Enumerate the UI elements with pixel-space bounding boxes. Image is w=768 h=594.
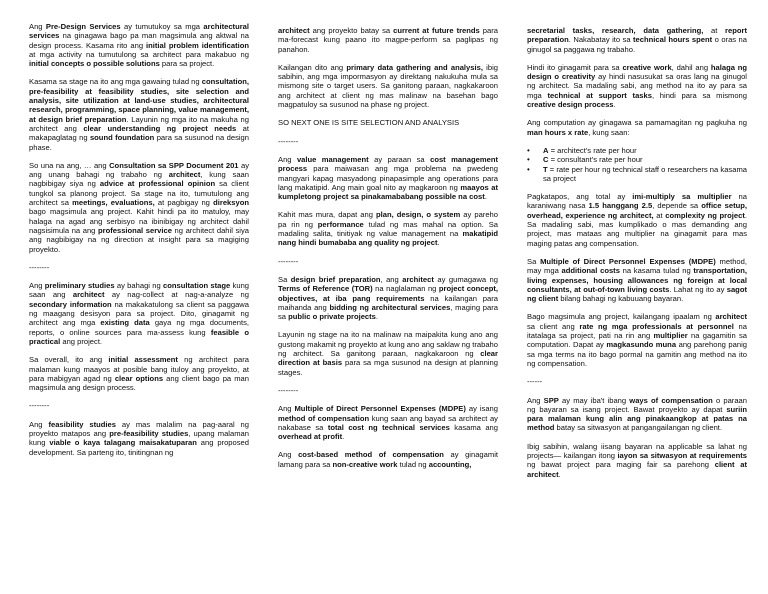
text-run: para sa project. (159, 59, 215, 69)
text-run: = architect's rate per hour (548, 145, 637, 155)
bold-text-run: preliminary studies (44, 281, 115, 291)
bold-text-run: architect (715, 312, 747, 322)
text-column-1 (29, 22, 249, 466)
text-run: . Layunin ng mga ito na makuha ng architect ang (29, 114, 249, 133)
text-run: So una na ang, … ang (29, 160, 110, 170)
text-run: Hindi ito ginagamit para sa (527, 62, 623, 72)
bold-text-run: pre-feasibility studies (109, 428, 189, 438)
bold-text-run: professional service (98, 225, 172, 235)
bullet-icon: • (527, 155, 530, 165)
bold-text-run: imi-multiply sa multiplier (632, 192, 732, 202)
bold-text-run: primary data gathering and analysis, (346, 62, 483, 72)
text-run: ay tumutukoy sa mga (120, 22, 204, 31)
text-run: ay bahagi ng (114, 281, 163, 291)
text-run: . Sa madaling sabi, mas kumplikado o mas demanding ang project, mas mataas ang multiplier na ginagamit para mas maging patas ang compensation. (527, 210, 747, 248)
bold-text-run: man hours x rate (527, 127, 589, 137)
text-run: Layunin ng stage na ito na malinaw na maipakita kung ano ang gustong makamit ng proyekto at kung ano ang saklaw ng trabaho ng architect. Sa ganitong paraan, nagkakaroon ng (278, 330, 498, 359)
text-run: at makapaglatag ng (29, 123, 250, 143)
text-run: Kailangan dito ang (278, 62, 347, 72)
bold-text-run: feasible o practical (29, 327, 249, 346)
bold-text-run: T (543, 164, 548, 174)
text-run: ang parehong panig sa mga terms na ito bago pormal na gamitin ang method na ito ng compensation. (527, 340, 748, 368)
bold-text-run: Consultation sa SPP Document 201 (109, 160, 239, 170)
text-run: ay mas malalim na pag-aaral ng proyekto matapos ang (29, 419, 249, 438)
text-run: ang client bago pa man magsimula ang design process. (29, 373, 250, 393)
bold-text-run: Multiple of Direct Personnel Expenses (MDPE) (294, 404, 466, 414)
bold-text-run: non-creative work (332, 459, 398, 469)
bold-text-run: SPP (543, 395, 559, 405)
bold-text-run: suriin para malaman kung alin ang pinakaangkop at patas na method (527, 404, 747, 433)
text-run: na kailangan para maihanda ang (278, 293, 498, 312)
text-run: ay ginagamit lamang para sa (278, 450, 498, 469)
bold-text-run: direksyon (213, 198, 249, 208)
text-run: ay gumagawa ng (433, 274, 498, 284)
paragraph (278, 63, 498, 109)
text-run: ay nag-collect at nag-a-analyze ng (104, 290, 249, 300)
bold-text-run: iayon sa sitwasyon at requirements (617, 450, 747, 460)
paragraph (278, 275, 498, 321)
text-run: na itatalaga sa project, pati na rin ang (527, 321, 748, 341)
text-run: Ang computation ay ginagawa sa pamamagitan ng pagkuha ng (527, 118, 747, 128)
text-run: . (437, 238, 440, 248)
bold-text-run: ways of compensation (629, 395, 713, 405)
bold-text-run: complexity ng project (665, 210, 745, 220)
section-separator: ------ (527, 377, 543, 387)
text-run: , kung saan: (588, 127, 630, 137)
bold-text-run: total cost ng technical services (327, 422, 450, 432)
text-run: , ang (380, 274, 403, 284)
text-column-3 (527, 26, 747, 488)
paragraph (527, 396, 747, 433)
bold-text-run: secondary information (29, 299, 112, 309)
text-run: , maging para sa (278, 302, 499, 322)
text-run: bilang bahagi ng kabuuang bayaran. (558, 294, 684, 304)
bold-text-run: accounting, (428, 459, 472, 469)
text-run: ay paraan sa (368, 154, 431, 164)
paragraph (527, 442, 747, 479)
text-run: ay hindi nasusukat sa oras lang na ginugol ng architect. Sa madaling sabi, ang method na ito ay para sa mga (527, 72, 747, 100)
text-run: kasama ang (449, 422, 498, 432)
bold-text-run: public o private projects (288, 312, 376, 322)
bold-text-run: makatipid nang hindi bumababa ang quality ng project (278, 229, 498, 248)
bold-text-run: clear direction at basis (278, 349, 498, 368)
paragraph (527, 192, 747, 248)
bullet-icon: • (527, 164, 530, 174)
bold-text-run: clear understanding ng project needs (83, 123, 237, 133)
text-run: . (342, 432, 345, 442)
text-run: ng architect dahil siya ang nagbibigay na ng direction at insight para sa magiging proyekto. (29, 225, 250, 254)
text-run: para sa susunod na design phase. (29, 133, 250, 152)
paragraph (278, 155, 498, 201)
bold-text-run: report preparation (527, 26, 747, 45)
bold-text-run: cost-based method of compensation (298, 450, 444, 460)
paragraph (527, 26, 747, 54)
bold-text-run: sound foundation (89, 133, 155, 143)
text-run: , kung saan nagbibigay siya ng (29, 170, 249, 189)
text-run: Ang (278, 154, 297, 164)
text-run: na ginagawa bago pa man magsimula ang aktwal na design process. Kasama rito ang (29, 31, 249, 50)
bold-text-run: existing data (100, 318, 150, 328)
paragraph (527, 63, 747, 109)
text-run: . (375, 312, 379, 322)
text-run: sa client tungkol sa planong project. Sa stage na ito, tumutulong ang architect sa (29, 179, 250, 208)
bold-text-run: architectural services (29, 22, 250, 41)
text-run: Ang (278, 404, 295, 414)
text-run: na karaniwang nasa (527, 192, 748, 211)
text-run: method, may mga (527, 256, 747, 276)
text-run: kung saan ang (29, 281, 250, 300)
bold-text-run: secretarial tasks, research, data gathering, (527, 26, 704, 35)
bullet-list (527, 146, 747, 183)
text-run: ay pareho pa rin ng (278, 210, 498, 229)
bold-text-run: client at architect (527, 460, 747, 479)
section-separator: -------- (278, 136, 299, 146)
bold-text-run: initial assessment (108, 355, 178, 365)
paragraph (278, 330, 498, 376)
bold-text-run: current at future trends (393, 26, 480, 35)
text-run: o oras na ginugol sa paggawa ng trabaho. (527, 35, 747, 54)
paragraph (527, 118, 747, 137)
text-run: , depende sa (652, 201, 702, 211)
paragraph (29, 77, 249, 151)
text-run: at (703, 26, 726, 35)
text-run: tulad ng mas mahal na option. Sa madaling salita, tinitiyak ng value management na (278, 219, 498, 239)
text-run: para ma-forecast kung paano ito magpe-perform sa paglipas ng panahon. (278, 26, 498, 54)
bold-text-run: office setup, overhead, experience ng architect, (527, 201, 747, 220)
text-run: . Nakabatay ito sa (568, 35, 634, 45)
text-run: Ang (29, 281, 45, 291)
text-run: ng architect para malaman kung maayos at posible bang ituloy ang proyekto, at para mabigyan agad ng (29, 355, 249, 383)
text-run: bago magsimula ang project. Kahit hindi pa ito matuloy, may halaga na agad ang serbisyo na ibinibigay ng architect dahil nagsisimula na ang (29, 207, 249, 235)
paragraph (278, 26, 498, 54)
bold-text-run: transportation, living expenses, housing allowances ng foreign at local consultants, at out-of-town living costs (527, 266, 747, 294)
bold-text-run: technical at support tasks (547, 90, 652, 100)
text-run: Ang (278, 450, 299, 460)
bold-text-run: additional costs (561, 266, 620, 276)
text-run: tulad ng (397, 459, 429, 469)
bold-text-run: meetings, evaluations, (72, 198, 155, 208)
text-run: ng bawat project para maging fair sa parehong (527, 460, 715, 470)
text-run: Kahit mas mura, dapat ang (278, 210, 376, 220)
paragraph (278, 450, 498, 469)
paragraph (527, 257, 747, 303)
section-heading: SO NEXT ONE IS SITE SELECTION AND ANALYSIS (278, 118, 460, 128)
bold-text-run: consultation, pre-feasibility at feasibility studies, site selection and analysis, site utilization at land-use studies, architectural research, programming, space planning, value management, at design brief preparation (29, 77, 249, 124)
text-run: na kasama tulad ng (619, 266, 694, 276)
bold-text-run: multiplier (653, 331, 688, 341)
text-run: ang proposed development. Sa parteng ito, tinitingnan ng (29, 438, 249, 457)
text-run: Ang (29, 22, 46, 31)
list-item (527, 165, 747, 184)
text-run: at pagbigay ng (154, 198, 214, 208)
text-run: Sa (278, 274, 291, 284)
paragraph (278, 404, 498, 441)
bold-text-run: plan, design, o system (375, 210, 461, 220)
text-run: , hindi para sa mismong (651, 90, 747, 100)
text-run: Sa (527, 256, 541, 266)
bold-text-run: Pre-Design Services (45, 22, 121, 31)
text-run: at (653, 210, 666, 220)
text-run: = rate per hour ng technical staff o researchers na kasama sa project (543, 164, 747, 183)
text-run: na naglalaman ng (372, 284, 439, 294)
paragraph (527, 312, 747, 368)
text-run: . Lahat ng ito ay (669, 284, 727, 294)
text-run: Ang (527, 395, 544, 405)
text-run: , dahil ang (671, 62, 711, 72)
paragraph (278, 210, 498, 247)
text-run: Sa overall, ito ang (29, 355, 109, 365)
text-run: o paraan ng bayaran sa isang project. Bawat proyekto ay dapat (527, 395, 747, 414)
text-run: sa client ang (527, 321, 580, 331)
bold-text-run: architect (72, 290, 105, 300)
text-run: . (484, 192, 487, 202)
bold-text-run: 1.5 hanggang 2.5 (588, 201, 653, 211)
bold-text-run: feasibility studies (48, 419, 116, 429)
bold-text-run: project concept, objectives, at iba pang requirements (278, 284, 498, 303)
bold-text-run: Multiple of Direct Personnel Expenses (MDPE) (540, 256, 716, 266)
text-run: na gagamitin sa computation. Dapat ay (527, 331, 747, 350)
text-run: = consultant's rate per hour (548, 155, 643, 165)
text-run: at mga activity na tumutulong sa architect para makabuo ng (29, 49, 249, 59)
list-item (527, 146, 747, 155)
bold-text-run: architect (402, 274, 434, 284)
paragraph (29, 281, 249, 346)
text-run: ay isang (465, 404, 498, 414)
bold-text-run: sagot ng client (527, 284, 747, 304)
text-run: ay ang unang bahagi ng trabaho ng (29, 160, 249, 180)
bold-text-run: bidding ng architectural services (329, 302, 451, 312)
paragraph (29, 161, 249, 254)
bold-text-run: viable o kaya talagang maisakatuparan (49, 438, 197, 448)
paragraph (29, 420, 249, 457)
text-run: para maiwasan ang mga problema na pwedeng mangyari kapag masyadong pinapasimple ang operations para lang makatipid. Ang main goal nito ay magkaroon ng (278, 164, 498, 192)
paragraph (29, 22, 249, 68)
bold-text-run: clear options (114, 373, 164, 383)
bold-text-run: creative work (622, 62, 672, 72)
text-run: batay sa sitwasyon at pangangailangan ng client. (554, 423, 723, 433)
bold-text-run: consultation stage (163, 281, 231, 291)
bold-text-run: value management (296, 154, 369, 164)
bold-text-run: architect (168, 170, 201, 180)
bold-text-run: rate ng mga professionals at personnel (579, 321, 734, 331)
bold-text-run: overhead at profit (278, 432, 343, 442)
text-run: Pagkatapos, ang total ay (527, 192, 633, 202)
bold-text-run: advice at professional opinion (99, 179, 216, 189)
text-run: Kasama sa stage na ito ang mga gawaing tulad ng (29, 77, 202, 87)
text-run: Ang (29, 419, 49, 429)
bold-text-run: maayos at kumpletong project sa pinakamababang possible na cost (278, 182, 498, 202)
text-run: . (613, 100, 616, 110)
bold-text-run: architect (278, 26, 310, 35)
text-run: . (558, 469, 561, 479)
text-run: Ibig sabihin, walang iisang bayaran na applicable sa lahat ng projects— kailangan itong (527, 441, 747, 460)
bold-text-run: magkasundo muna (606, 340, 677, 350)
bullet-icon: • (527, 145, 530, 155)
text-run: , upang malaman kung (29, 428, 249, 448)
bold-text-run: initial problem identification (146, 40, 249, 50)
text-run: ibig sabihin, ang mga impormasyon ay direktang nakukuha mula sa mismong site o target users. Sa ganitong paraan, nagkakaroon ang architect at client ng mas malinaw na basehan bago magpatuloy sa susunod na phase ng project. (278, 62, 498, 110)
text-run: ay may iba't ibang (558, 395, 630, 405)
section-separator: -------- (29, 401, 50, 411)
text-run: gaya ng mga documents, reports, o online sources para ma-assess kung (29, 318, 249, 337)
bold-text-run: cost management process (278, 154, 498, 174)
bold-text-run: C (543, 155, 549, 165)
bold-text-run: initial concepts o possible solutions (29, 59, 160, 69)
text-run: ang proyekto batay sa (309, 26, 394, 35)
text-run: kung saan ang bayad sa architect ay nakabase sa (278, 413, 498, 432)
bold-text-run: Terms of Reference (TOR) (278, 284, 373, 294)
text-run: na makakatulong sa client sa paggawa ng maagang desisyon para sa project. Dito, ginagamit ng architect ang mga (29, 299, 250, 328)
text-column-2 (278, 26, 498, 478)
section-separator: -------- (278, 256, 299, 266)
text-run: ang project. (60, 336, 103, 346)
bold-text-run: A (543, 145, 549, 155)
bold-text-run: creative design process (527, 100, 614, 110)
list-item (527, 155, 747, 164)
paragraph (29, 355, 249, 392)
text-run: para sa mga susunod na design at planning stages. (278, 358, 498, 377)
text-run: Bago magsimula ang project, kailangang ipaalam ng (527, 312, 716, 322)
section-separator: -------- (278, 385, 299, 395)
section-separator: -------- (29, 262, 50, 272)
bold-text-run: performance (317, 219, 364, 229)
bold-text-run: design brief preparation (290, 274, 381, 284)
bold-text-run: halaga ng design o creativity (527, 62, 747, 82)
bold-text-run: technical hours spent (633, 35, 713, 45)
bold-text-run: method of compensation (278, 413, 370, 423)
